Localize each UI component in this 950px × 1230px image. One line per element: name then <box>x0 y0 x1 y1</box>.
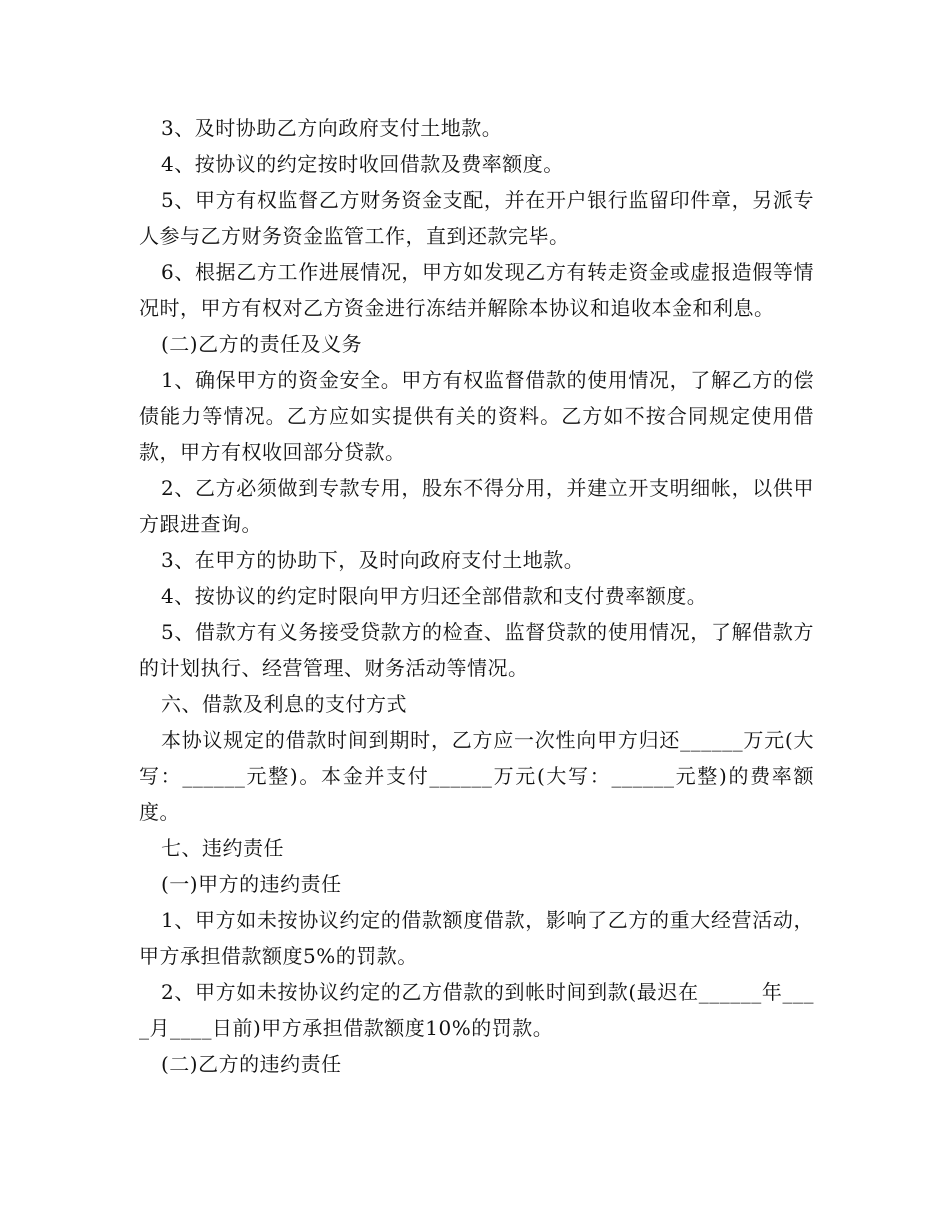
paragraph: 3、及时协助乙方向政府支付土地款。 <box>161 116 503 140</box>
paragraph: 5、借款方有义务接受贷款方的检查、监督贷款的使用情况，了解借款方的计划执行、经营管理、财务活动等情况。 <box>139 620 814 680</box>
paragraph: 6、根据乙方工作进展情况，甲方如发现乙方有转走资金或虚报造假等情况时，甲方有权对乙方资金进行冻结并解除本协议和追收本金和利息。 <box>139 260 814 320</box>
document-body <box>139 110 814 1082</box>
paragraph: 本协议规定的借款时间到期时，乙方应一次性向甲方归还______万元(大写：______元整)。本金并支付______万元(大写：______元整)的费率额度。 <box>139 728 814 824</box>
section-heading: 七、违约责任 <box>161 836 284 860</box>
paragraph: 5、甲方有权监督乙方财务资金支配，并在开户银行监留印件章，另派专人参与乙方财务资金监管工作，直到还款完毕。 <box>139 188 814 248</box>
paragraph: 4、按协议的约定按时收回借款及费率额度。 <box>161 152 564 176</box>
paragraph: 2、乙方必须做到专款专用，股东不得分用，并建立开支明细帐，以供甲方跟进查询。 <box>139 476 814 536</box>
section-heading: (二)乙方的责任及义务 <box>161 332 363 356</box>
paragraph: 1、确保甲方的资金安全。甲方有权监督借款的使用情况，了解乙方的偿债能力等情况。乙方应如实提供有关的资料。乙方如不按合同规定使用借款，甲方有权收回部分贷款。 <box>139 368 814 464</box>
section-heading: (二)乙方的违约责任 <box>161 1052 342 1076</box>
paragraph: 2、甲方如未按协议约定的乙方借款的到帐时间到款(最迟在______年____月____日前)甲方承担借款额度10%的罚款。 <box>139 980 814 1040</box>
section-heading: (一)甲方的违约责任 <box>161 872 342 896</box>
paragraph: 3、在甲方的协助下，及时向政府支付土地款。 <box>161 548 585 572</box>
paragraph: 4、按协议的约定时限向甲方归还全部借款和支付费率额度。 <box>161 584 708 608</box>
paragraph: 1、甲方如未按协议约定的借款额度借款，影响了乙方的重大经营活动，甲方承担借款额度5%的罚款。 <box>139 908 814 968</box>
section-heading: 六、借款及利息的支付方式 <box>161 692 407 716</box>
